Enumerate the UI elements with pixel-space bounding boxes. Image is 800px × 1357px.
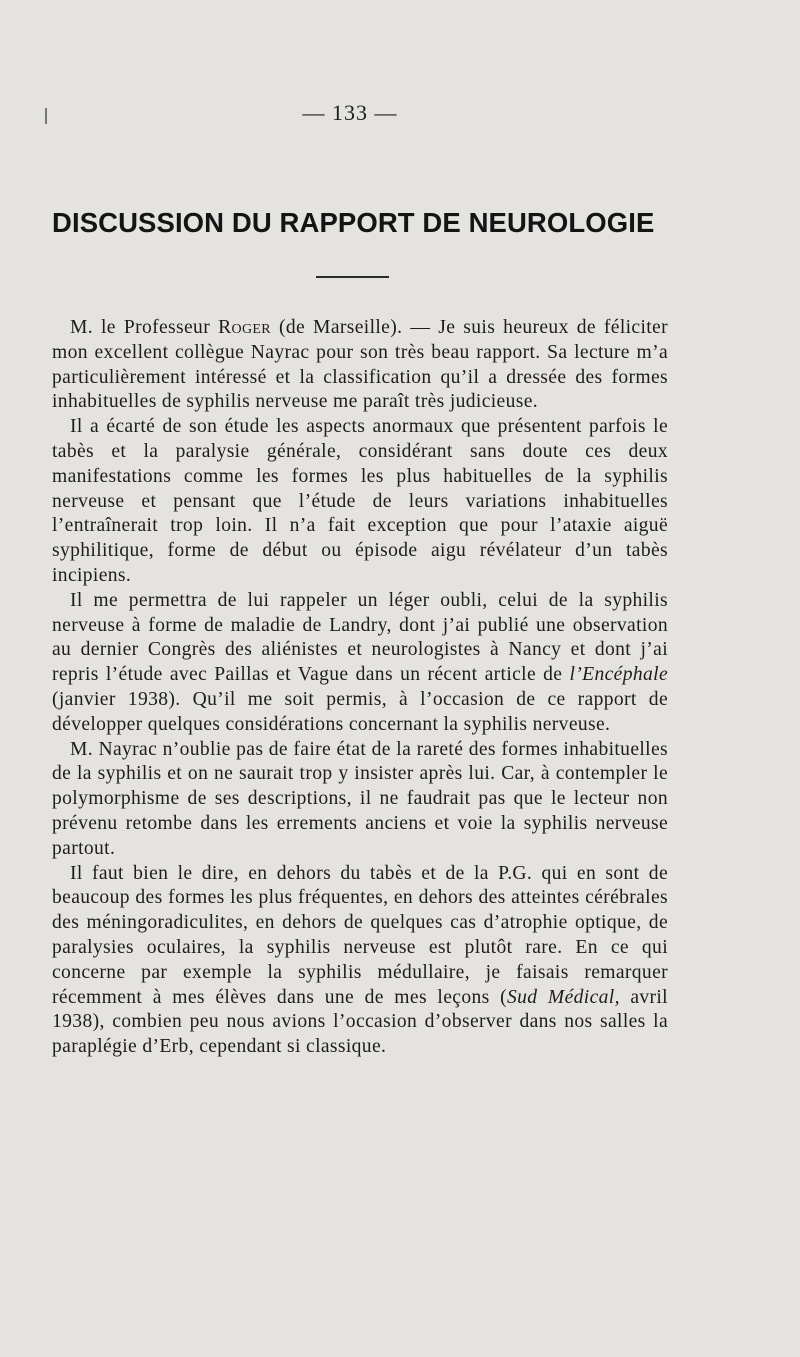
paragraph	[52, 589, 668, 738]
paragraph	[52, 316, 668, 415]
paragraph-text: (de Marseille). — Je suis heureux de féliciter mon excellent collègue Nayrac pour son très beau rapport. Sa lecture m’a particulièrement intéressé et la classification qu’il a dressée des formes inhabituelles de syphilis nerveuse me paraît très judicieuse.	[52, 317, 668, 413]
journal-title: Sud Médical,	[506, 986, 620, 1008]
body-text	[52, 316, 668, 1060]
speaker-name: Roger	[218, 317, 271, 338]
title-divider	[316, 276, 389, 278]
journal-title: l’Encéphale	[569, 664, 668, 686]
paragraph: Il a écarté de son étude les aspects anormaux que présentent parfois le tabès et la paralysie générale, considérant sans doute ces deux manifestations comme les formes les plus habituelles de la syphilis nerveuse et pensant que l’étude de leurs variations inhabituelles l’entraînerait trop loin. Il n’a fait exception que pour l’ataxie aiguë syphilitique, forme de début ou épisode aigu révélateur d’un tabès incipiens.	[52, 416, 668, 586]
paragraph-text: Il me permettra de lui rappeler un léger oubli, celui de la syphilis nerveuse à forme de maladie de Landry, dont j’ai publié une observation au dernier Congrès des aliénistes et neurologistes à Nancy et dont j’ai repris l’étude avec Paillas et Vague dans un récent article de	[52, 589, 668, 686]
page-number: — 133 —	[302, 100, 398, 125]
paragraph: M. Nayrac n’oublie pas de faire état de la rareté des formes inhabituelles de la syphilis et on ne saurait trop y insister après lui. Car, à contempler le polymorphisme de ses descriptions, il ne faudrait pas que le lecteur non prévenu retombe dans les errements anciens et voie la syphilis nerveuse partout.	[52, 738, 668, 859]
paragraph-text: Il faut bien le dire, en dehors du tabès et de la P.G. qui en sont de beaucoup des formes les plus fréquentes, en dehors des atteintes cérébrales des méningoradiculites, en dehors de quelques cas d’atrophie optique, de paralysies oculaires, la syphilis nerveuse est plutôt rare. En ce qui concerne par exemple la syphilis médullaire, je faisais remarquer récemment à mes élèves dans une de mes leçons (	[52, 862, 668, 1008]
section-title: DISCUSSION DU RAPPORT DE NEUROLOGIE	[52, 207, 655, 238]
paragraph-text: avril 1938), combien peu nous avions l’occasion d’observer dans nos salles la paraplégie d’Erb, cependant si classique.	[52, 986, 668, 1058]
paragraph	[52, 862, 668, 1060]
paragraph-text: (janvier 1938). Qu’il me soit permis, à l’occasion de ce rapport de développer quelques considérations concernant la syphilis nerveuse.	[52, 688, 668, 735]
speaker-prefix: M. le Professeur	[70, 317, 219, 338]
